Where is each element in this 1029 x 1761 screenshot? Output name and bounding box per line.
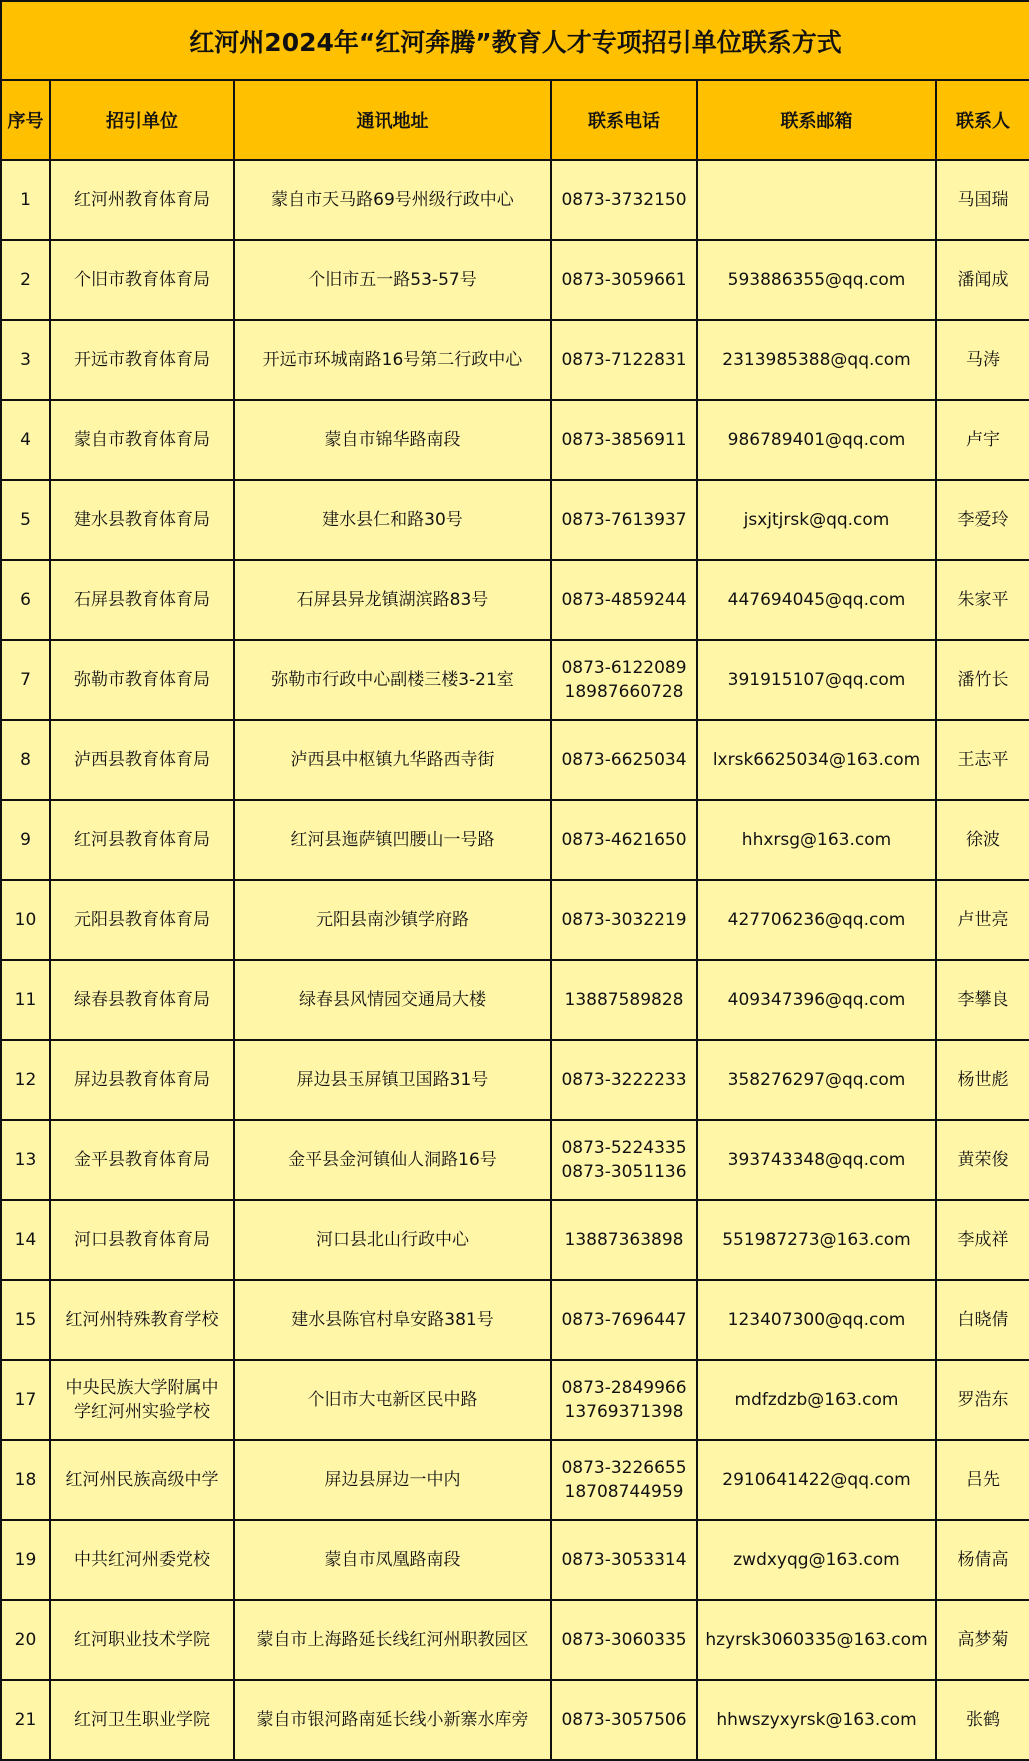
table-row xyxy=(1,1120,1029,1200)
phone-cell xyxy=(551,1440,697,1520)
table-row xyxy=(1,1600,1029,1680)
address-cell: 个旧市大屯新区民中路 xyxy=(234,1360,551,1440)
seq-cell: 2 xyxy=(1,240,50,320)
unit-cell-line: 红河职业技术学院 xyxy=(74,1630,210,1650)
phone-cell xyxy=(551,1120,697,1200)
unit-cell xyxy=(50,800,234,880)
phone-cell-line: 0873-6122089 xyxy=(561,658,687,678)
unit-cell xyxy=(50,400,234,480)
phone-cell-line: 0873-3059661 xyxy=(561,270,687,290)
phone-cell xyxy=(551,1680,697,1760)
table-row xyxy=(1,480,1029,560)
phone-cell-line: 0873-3856911 xyxy=(561,430,687,450)
header-unit: 招引单位 xyxy=(50,80,234,160)
phone-cell-line: 13887363898 xyxy=(564,1230,684,1250)
unit-cell xyxy=(50,560,234,640)
unit-cell-line: 弥勒市教育体育局 xyxy=(74,670,210,690)
phone-cell-line: 0873-3057506 xyxy=(561,1710,687,1730)
contact-cell: 白晓倩 xyxy=(936,1280,1029,1360)
table-row xyxy=(1,560,1029,640)
email-cell: 986789401@qq.com xyxy=(697,400,936,480)
table-row xyxy=(1,1040,1029,1120)
phone-cell xyxy=(551,640,697,720)
unit-cell xyxy=(50,1600,234,1680)
phone-cell xyxy=(551,240,697,320)
phone-cell xyxy=(551,1600,697,1680)
table-row xyxy=(1,800,1029,880)
seq-cell: 4 xyxy=(1,400,50,480)
address-cell: 建水县仁和路30号 xyxy=(234,480,551,560)
table-row xyxy=(1,720,1029,800)
address-cell: 蒙自市锦华路南段 xyxy=(234,400,551,480)
phone-cell xyxy=(551,1280,697,1360)
unit-cell xyxy=(50,480,234,560)
address-cell: 开远市环城南路16号第二行政中心 xyxy=(234,320,551,400)
address-cell: 泸西县中枢镇九华路西寺街 xyxy=(234,720,551,800)
phone-cell xyxy=(551,800,697,880)
unit-cell-line: 金平县教育体育局 xyxy=(74,1150,210,1170)
unit-cell xyxy=(50,320,234,400)
email-cell: 447694045@qq.com xyxy=(697,560,936,640)
contact-cell: 李成祥 xyxy=(936,1200,1029,1280)
address-cell: 河口县北山行政中心 xyxy=(234,1200,551,1280)
unit-cell xyxy=(50,960,234,1040)
phone-cell-line: 13769371398 xyxy=(564,1402,684,1422)
email-cell: 2313985388@qq.com xyxy=(697,320,936,400)
unit-cell-line: 红河州特殊教育学校 xyxy=(65,1310,219,1330)
address-cell: 弥勒市行政中心副楼三楼3-21室 xyxy=(234,640,551,720)
header-contact: 联系人 xyxy=(936,80,1029,160)
phone-cell-line: 0873-3732150 xyxy=(561,190,687,210)
unit-cell-line: 泸西县教育体育局 xyxy=(74,750,210,770)
table-row xyxy=(1,1280,1029,1360)
unit-cell xyxy=(50,720,234,800)
contact-cell: 朱家平 xyxy=(936,560,1029,640)
contact-cell: 黄荣俊 xyxy=(936,1120,1029,1200)
seq-cell: 21 xyxy=(1,1680,50,1760)
contact-cell: 杨世彪 xyxy=(936,1040,1029,1120)
phone-cell xyxy=(551,1040,697,1120)
phone-cell-line: 0873-3053314 xyxy=(561,1550,687,1570)
unit-cell-line: 学红河州实验学校 xyxy=(74,1402,210,1422)
phone-cell xyxy=(551,480,697,560)
unit-cell xyxy=(50,240,234,320)
address-cell: 红河县迤萨镇凹腰山一号路 xyxy=(234,800,551,880)
phone-cell-line: 0873-4621650 xyxy=(561,830,687,850)
phone-cell-line: 0873-3051136 xyxy=(561,1162,687,1182)
contact-cell: 杨倩高 xyxy=(936,1520,1029,1600)
phone-cell-line: 0873-3222233 xyxy=(561,1070,687,1090)
phone-cell-line: 0873-6625034 xyxy=(561,750,687,770)
header-address: 通讯地址 xyxy=(234,80,551,160)
email-cell: 551987273@163.com xyxy=(697,1200,936,1280)
phone-cell-line: 18708744959 xyxy=(564,1482,684,1502)
email-cell: 2910641422@qq.com xyxy=(697,1440,936,1520)
header-phone: 联系电话 xyxy=(551,80,697,160)
email-cell: lxrsk6625034@163.com xyxy=(697,720,936,800)
contact-cell: 高梦菊 xyxy=(936,1600,1029,1680)
email-cell: 427706236@qq.com xyxy=(697,880,936,960)
contact-cell: 罗浩东 xyxy=(936,1360,1029,1440)
phone-cell-line: 13887589828 xyxy=(564,990,684,1010)
phone-cell xyxy=(551,960,697,1040)
address-cell: 屏边县玉屏镇卫国路31号 xyxy=(234,1040,551,1120)
phone-cell-line: 18987660728 xyxy=(564,682,684,702)
seq-cell: 7 xyxy=(1,640,50,720)
unit-cell xyxy=(50,640,234,720)
seq-cell: 11 xyxy=(1,960,50,1040)
phone-cell-line: 0873-3060335 xyxy=(561,1630,687,1650)
seq-cell: 1 xyxy=(1,160,50,240)
table-title: 红河州2024年“红河奔腾”教育人才专项招引单位联系方式 xyxy=(1,1,1029,80)
seq-cell: 5 xyxy=(1,480,50,560)
contact-cell: 马涛 xyxy=(936,320,1029,400)
address-cell: 屏边县屏边一中内 xyxy=(234,1440,551,1520)
unit-cell xyxy=(50,1200,234,1280)
phone-cell-line: 0873-4859244 xyxy=(561,590,687,610)
seq-cell: 3 xyxy=(1,320,50,400)
address-cell: 蒙自市凤凰路南段 xyxy=(234,1520,551,1600)
phone-cell xyxy=(551,320,697,400)
unit-cell-line: 屏边县教育体育局 xyxy=(74,1070,210,1090)
header-row xyxy=(1,80,1029,160)
contact-cell: 马国瑞 xyxy=(936,160,1029,240)
address-cell: 金平县金河镇仙人洞路16号 xyxy=(234,1120,551,1200)
address-cell: 石屏县异龙镇湖滨路83号 xyxy=(234,560,551,640)
table-row xyxy=(1,1520,1029,1600)
contact-cell: 潘闻成 xyxy=(936,240,1029,320)
table-row xyxy=(1,1360,1029,1440)
phone-cell xyxy=(551,720,697,800)
table-row xyxy=(1,640,1029,720)
email-cell: hhxrsg@163.com xyxy=(697,800,936,880)
address-cell: 个旧市五一路53-57号 xyxy=(234,240,551,320)
unit-cell xyxy=(50,1280,234,1360)
phone-cell-line: 0873-7696447 xyxy=(561,1310,687,1330)
email-cell: jsxjtjrsk@qq.com xyxy=(697,480,936,560)
email-cell xyxy=(697,160,936,240)
seq-cell: 18 xyxy=(1,1440,50,1520)
seq-cell: 19 xyxy=(1,1520,50,1600)
table-body xyxy=(1,160,1029,1760)
unit-cell-line: 蒙自市教育体育局 xyxy=(74,430,210,450)
unit-cell-line: 红河州民族高级中学 xyxy=(65,1470,219,1490)
phone-cell-line: 0873-3032219 xyxy=(561,910,687,930)
unit-cell-line: 个旧市教育体育局 xyxy=(74,270,210,290)
phone-cell-line: 0873-2849966 xyxy=(561,1378,687,1398)
unit-cell xyxy=(50,1520,234,1600)
table-row xyxy=(1,960,1029,1040)
email-cell: 391915107@qq.com xyxy=(697,640,936,720)
phone-cell xyxy=(551,400,697,480)
address-cell: 绿春县风情园交通局大楼 xyxy=(234,960,551,1040)
contact-cell: 张鹤 xyxy=(936,1680,1029,1760)
seq-cell: 14 xyxy=(1,1200,50,1280)
unit-cell-line: 中共红河州委党校 xyxy=(74,1550,210,1570)
phone-cell-line: 0873-3226655 xyxy=(561,1458,687,1478)
email-cell: hzyrsk3060335@163.com xyxy=(697,1600,936,1680)
unit-cell xyxy=(50,880,234,960)
unit-cell-line: 建水县教育体育局 xyxy=(74,510,210,530)
contact-cell: 李爱玲 xyxy=(936,480,1029,560)
email-cell: 123407300@qq.com xyxy=(697,1280,936,1360)
phone-cell xyxy=(551,560,697,640)
table-row xyxy=(1,160,1029,240)
address-cell: 蒙自市天马路69号州级行政中心 xyxy=(234,160,551,240)
seq-cell: 15 xyxy=(1,1280,50,1360)
table-row xyxy=(1,400,1029,480)
contact-cell: 吕先 xyxy=(936,1440,1029,1520)
table-row xyxy=(1,1440,1029,1520)
email-cell: hhwszyxyrsk@163.com xyxy=(697,1680,936,1760)
contact-cell: 徐波 xyxy=(936,800,1029,880)
unit-cell xyxy=(50,1680,234,1760)
phone-cell xyxy=(551,1200,697,1280)
contact-cell: 李攀良 xyxy=(936,960,1029,1040)
seq-cell: 6 xyxy=(1,560,50,640)
unit-cell xyxy=(50,1120,234,1200)
phone-cell xyxy=(551,1520,697,1600)
unit-cell-line: 石屏县教育体育局 xyxy=(74,590,210,610)
email-cell: 393743348@qq.com xyxy=(697,1120,936,1200)
unit-cell xyxy=(50,1440,234,1520)
unit-cell-line: 开远市教育体育局 xyxy=(74,350,210,370)
unit-cell-line: 红河州教育体育局 xyxy=(74,190,210,210)
unit-cell-line: 河口县教育体育局 xyxy=(74,1230,210,1250)
table-row xyxy=(1,1200,1029,1280)
header-seq: 序号 xyxy=(1,80,50,160)
phone-cell xyxy=(551,880,697,960)
email-cell: 358276297@qq.com xyxy=(697,1040,936,1120)
unit-cell-line: 中央民族大学附属中 xyxy=(65,1378,219,1398)
seq-cell: 13 xyxy=(1,1120,50,1200)
contact-cell: 王志平 xyxy=(936,720,1029,800)
phone-cell-line: 0873-7613937 xyxy=(561,510,687,530)
seq-cell: 10 xyxy=(1,880,50,960)
contact-cell: 卢宇 xyxy=(936,400,1029,480)
unit-cell xyxy=(50,160,234,240)
contact-cell: 卢世亮 xyxy=(936,880,1029,960)
address-cell: 元阳县南沙镇学府路 xyxy=(234,880,551,960)
table-row xyxy=(1,240,1029,320)
seq-cell: 17 xyxy=(1,1360,50,1440)
seq-cell: 9 xyxy=(1,800,50,880)
address-cell: 蒙自市银河路南延长线小新寨水库旁 xyxy=(234,1680,551,1760)
unit-cell-line: 元阳县教育体育局 xyxy=(74,910,210,930)
address-cell: 蒙自市上海路延长线红河州职教园区 xyxy=(234,1600,551,1680)
phone-cell xyxy=(551,160,697,240)
seq-cell: 12 xyxy=(1,1040,50,1120)
email-cell: 409347396@qq.com xyxy=(697,960,936,1040)
seq-cell: 8 xyxy=(1,720,50,800)
email-cell: zwdxyqg@163.com xyxy=(697,1520,936,1600)
email-cell: 593886355@qq.com xyxy=(697,240,936,320)
unit-cell-line: 红河县教育体育局 xyxy=(74,830,210,850)
seq-cell: 20 xyxy=(1,1600,50,1680)
phone-cell xyxy=(551,1360,697,1440)
unit-cell-line: 绿春县教育体育局 xyxy=(74,990,210,1010)
unit-cell-line: 红河卫生职业学院 xyxy=(74,1710,210,1730)
table-row xyxy=(1,320,1029,400)
header-email: 联系邮箱 xyxy=(697,80,936,160)
unit-cell xyxy=(50,1360,234,1440)
contact-cell: 潘竹长 xyxy=(936,640,1029,720)
email-cell: mdfzdzb@163.com xyxy=(697,1360,936,1440)
phone-cell-line: 0873-5224335 xyxy=(561,1138,687,1158)
address-cell: 建水县陈官村阜安路381号 xyxy=(234,1280,551,1360)
table-row xyxy=(1,880,1029,960)
table-row xyxy=(1,1680,1029,1760)
unit-cell xyxy=(50,1040,234,1120)
phone-cell-line: 0873-7122831 xyxy=(561,350,687,370)
